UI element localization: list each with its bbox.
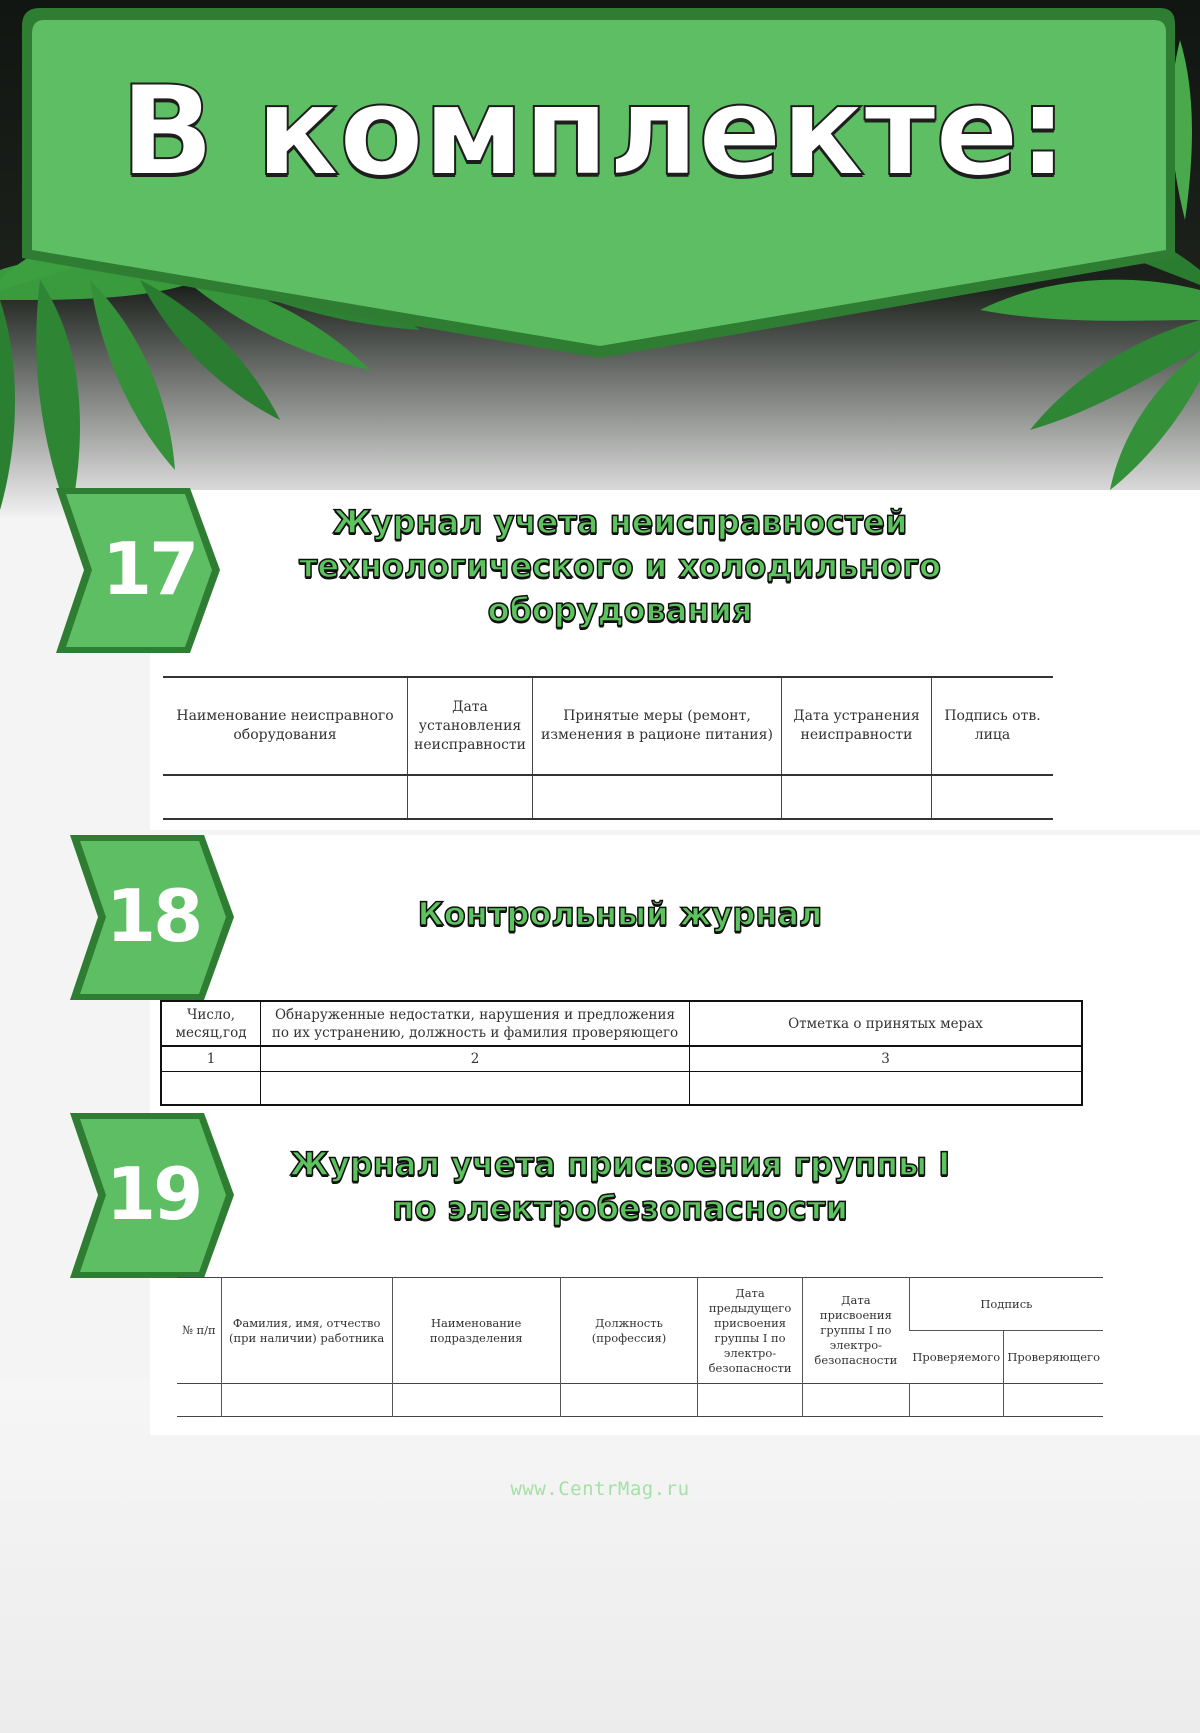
table-row	[163, 775, 1053, 819]
column-header: Отметка о принятых мерах	[690, 1001, 1083, 1046]
section-17-badge	[40, 488, 220, 653]
title-line: Контрольный журнал	[417, 895, 823, 933]
column-header: Подпись отв. лица	[932, 677, 1054, 775]
empty-cell	[177, 1384, 221, 1417]
section-17-title	[220, 500, 1020, 632]
column-header: Фамилия, имя, отчество (при наличии) работника	[221, 1278, 392, 1384]
section-number: 18	[106, 874, 201, 958]
journal-18-table	[160, 1000, 1083, 1106]
title-line: Журнал учета присвоения группы I	[289, 1145, 951, 1183]
empty-cell	[161, 1072, 261, 1106]
column-header: Обнаруженные недостатки, нарушения и предложения по их устранению, должность и фамилия проверяющего	[261, 1001, 690, 1046]
website-link[interactable]: www.CentrMag.ru	[510, 1478, 690, 1500]
empty-cell	[932, 775, 1054, 819]
empty-cell	[1004, 1384, 1103, 1417]
title-line: по электробезопасности	[392, 1189, 848, 1227]
column-number: 3	[690, 1046, 1083, 1072]
section-18-badge	[54, 835, 234, 1000]
column-subheader: Проверяющего	[1004, 1331, 1103, 1384]
empty-cell	[408, 775, 533, 819]
journal-19-table	[177, 1277, 1103, 1417]
section-19-badge	[54, 1113, 234, 1278]
journal-17-table	[163, 676, 1053, 820]
title-line: технологического и холодильного	[298, 547, 942, 585]
empty-cell	[261, 1072, 690, 1106]
column-header: № п/п	[181, 1323, 216, 1337]
column-header: Число, месяц,год	[161, 1001, 261, 1046]
empty-cell	[221, 1384, 392, 1417]
column-number-row	[161, 1046, 1082, 1072]
section-18-title	[220, 892, 1020, 936]
empty-cell	[698, 1384, 803, 1417]
column-header: Наименование неисправного оборудования	[163, 677, 408, 775]
column-header: Подпись	[909, 1278, 1103, 1331]
column-header: Принятые меры (ремонт, изменения в рационе питания)	[533, 677, 782, 775]
column-header: Дата предыдущего присвоения группы I по электро-безопасности	[698, 1278, 803, 1384]
column-number: 2	[261, 1046, 690, 1072]
empty-cell	[560, 1384, 697, 1417]
section-19-title	[220, 1142, 1020, 1230]
table-row	[161, 1072, 1082, 1106]
section-number: 17	[102, 527, 197, 611]
empty-cell	[690, 1072, 1083, 1106]
table-header-row	[161, 1001, 1082, 1046]
section-number: 19	[106, 1152, 201, 1236]
header-banner	[0, 0, 1200, 380]
empty-cell	[163, 775, 408, 819]
column-header: Дата присвоения группы I по электро-безопасности	[802, 1278, 909, 1384]
empty-cell	[802, 1384, 909, 1417]
column-header: Наименование подразделения	[392, 1278, 560, 1384]
table-header-row	[177, 1278, 1103, 1331]
banner-title: В комплекте:	[120, 60, 1067, 204]
title-line: Журнал учета неисправностей	[332, 503, 908, 541]
table-header-row	[163, 677, 1053, 775]
empty-cell	[392, 1384, 560, 1417]
table-row	[177, 1384, 1103, 1417]
column-header: Должность (профессия)	[560, 1278, 697, 1384]
column-subheader: Проверяемого	[912, 1349, 1001, 1364]
empty-cell	[533, 775, 782, 819]
title-line: оборудования	[487, 591, 753, 629]
column-header: Дата устранения неисправности	[782, 677, 932, 775]
column-header: Дата установления неисправности	[408, 677, 533, 775]
empty-cell	[909, 1384, 1004, 1417]
empty-cell	[782, 775, 932, 819]
column-number: 1	[161, 1046, 261, 1072]
